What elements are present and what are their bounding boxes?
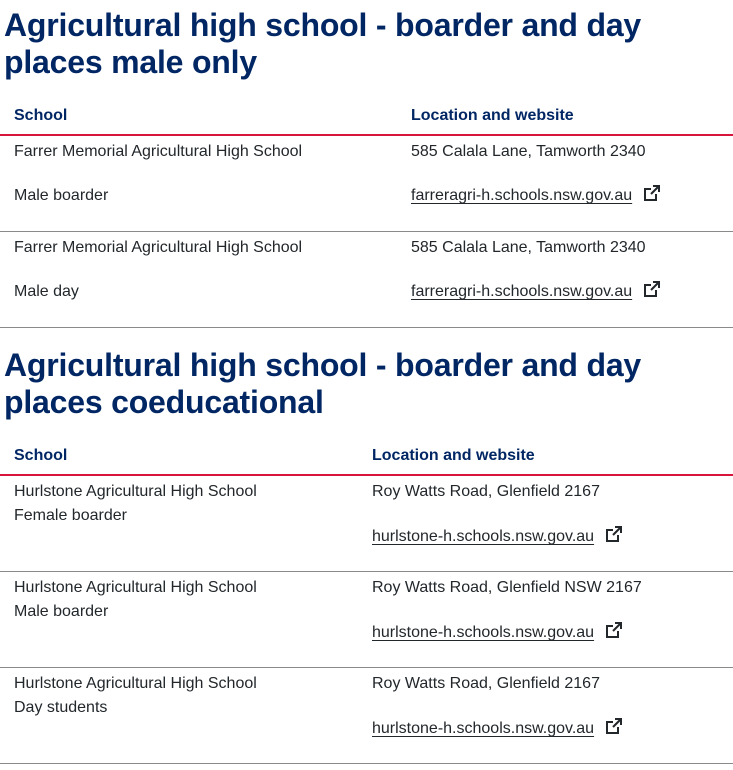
location-cell [397,135,733,232]
school-name: Hurlstone Agricultural High School [14,579,257,596]
place-type: Day students [14,699,108,716]
column-header-location: Location and website [358,437,733,475]
table-header-row [0,437,733,475]
external-link-icon [643,184,661,202]
school-name: Farrer Memorial Agricultural High School [14,143,303,160]
school-name: Hurlstone Agricultural High School [14,675,257,692]
external-link-icon [605,621,623,639]
website-link[interactable]: farreragri-h.schools.nsw.gov.au [411,283,633,300]
column-header-location: Location and website [397,97,733,135]
website-link[interactable]: farreragri-h.schools.nsw.gov.au [411,187,633,204]
place-type: Male boarder [14,603,109,620]
external-link-icon [643,280,661,298]
school-cell [0,475,358,572]
school-cell [0,135,397,232]
schools-table [0,97,733,328]
table-row [0,135,733,232]
address: 585 Calala Lane, Tamworth 2340 [411,143,646,160]
table-row [0,475,733,572]
school-cell [0,232,397,328]
address: Roy Watts Road, Glenfield NSW 2167 [372,579,642,596]
school-name: Farrer Memorial Agricultural High School [14,239,303,256]
column-header-school: School [0,97,397,135]
website-link[interactable]: hurlstone-h.schools.nsw.gov.au [372,528,595,545]
address: 585 Calala Lane, Tamworth 2340 [411,239,646,256]
table-row [0,232,733,328]
table-header-row [0,97,733,135]
section-heading: Agricultural high school - boarder and day places coeducational [4,347,642,420]
place-type: Female boarder [14,507,127,524]
school-cell [0,668,358,764]
external-link-icon [605,717,623,735]
table-row [0,572,733,668]
table-row [0,668,733,764]
external-link-icon [605,525,623,543]
school-cell [0,572,358,668]
place-type: Male boarder [14,187,109,204]
website-link[interactable]: hurlstone-h.schools.nsw.gov.au [372,720,595,737]
location-cell [397,232,733,328]
website-link[interactable]: hurlstone-h.schools.nsw.gov.au [372,624,595,641]
section-heading: Agricultural high school - boarder and day places male only [4,7,642,80]
address: Roy Watts Road, Glenfield 2167 [372,675,600,692]
schools-table [0,437,733,764]
location-cell [358,475,733,572]
school-name: Hurlstone Agricultural High School [14,483,257,500]
address: Roy Watts Road, Glenfield 2167 [372,483,600,500]
location-cell [358,572,733,668]
column-header-school: School [0,437,358,475]
place-type: Male day [14,283,79,300]
location-cell [358,668,733,764]
